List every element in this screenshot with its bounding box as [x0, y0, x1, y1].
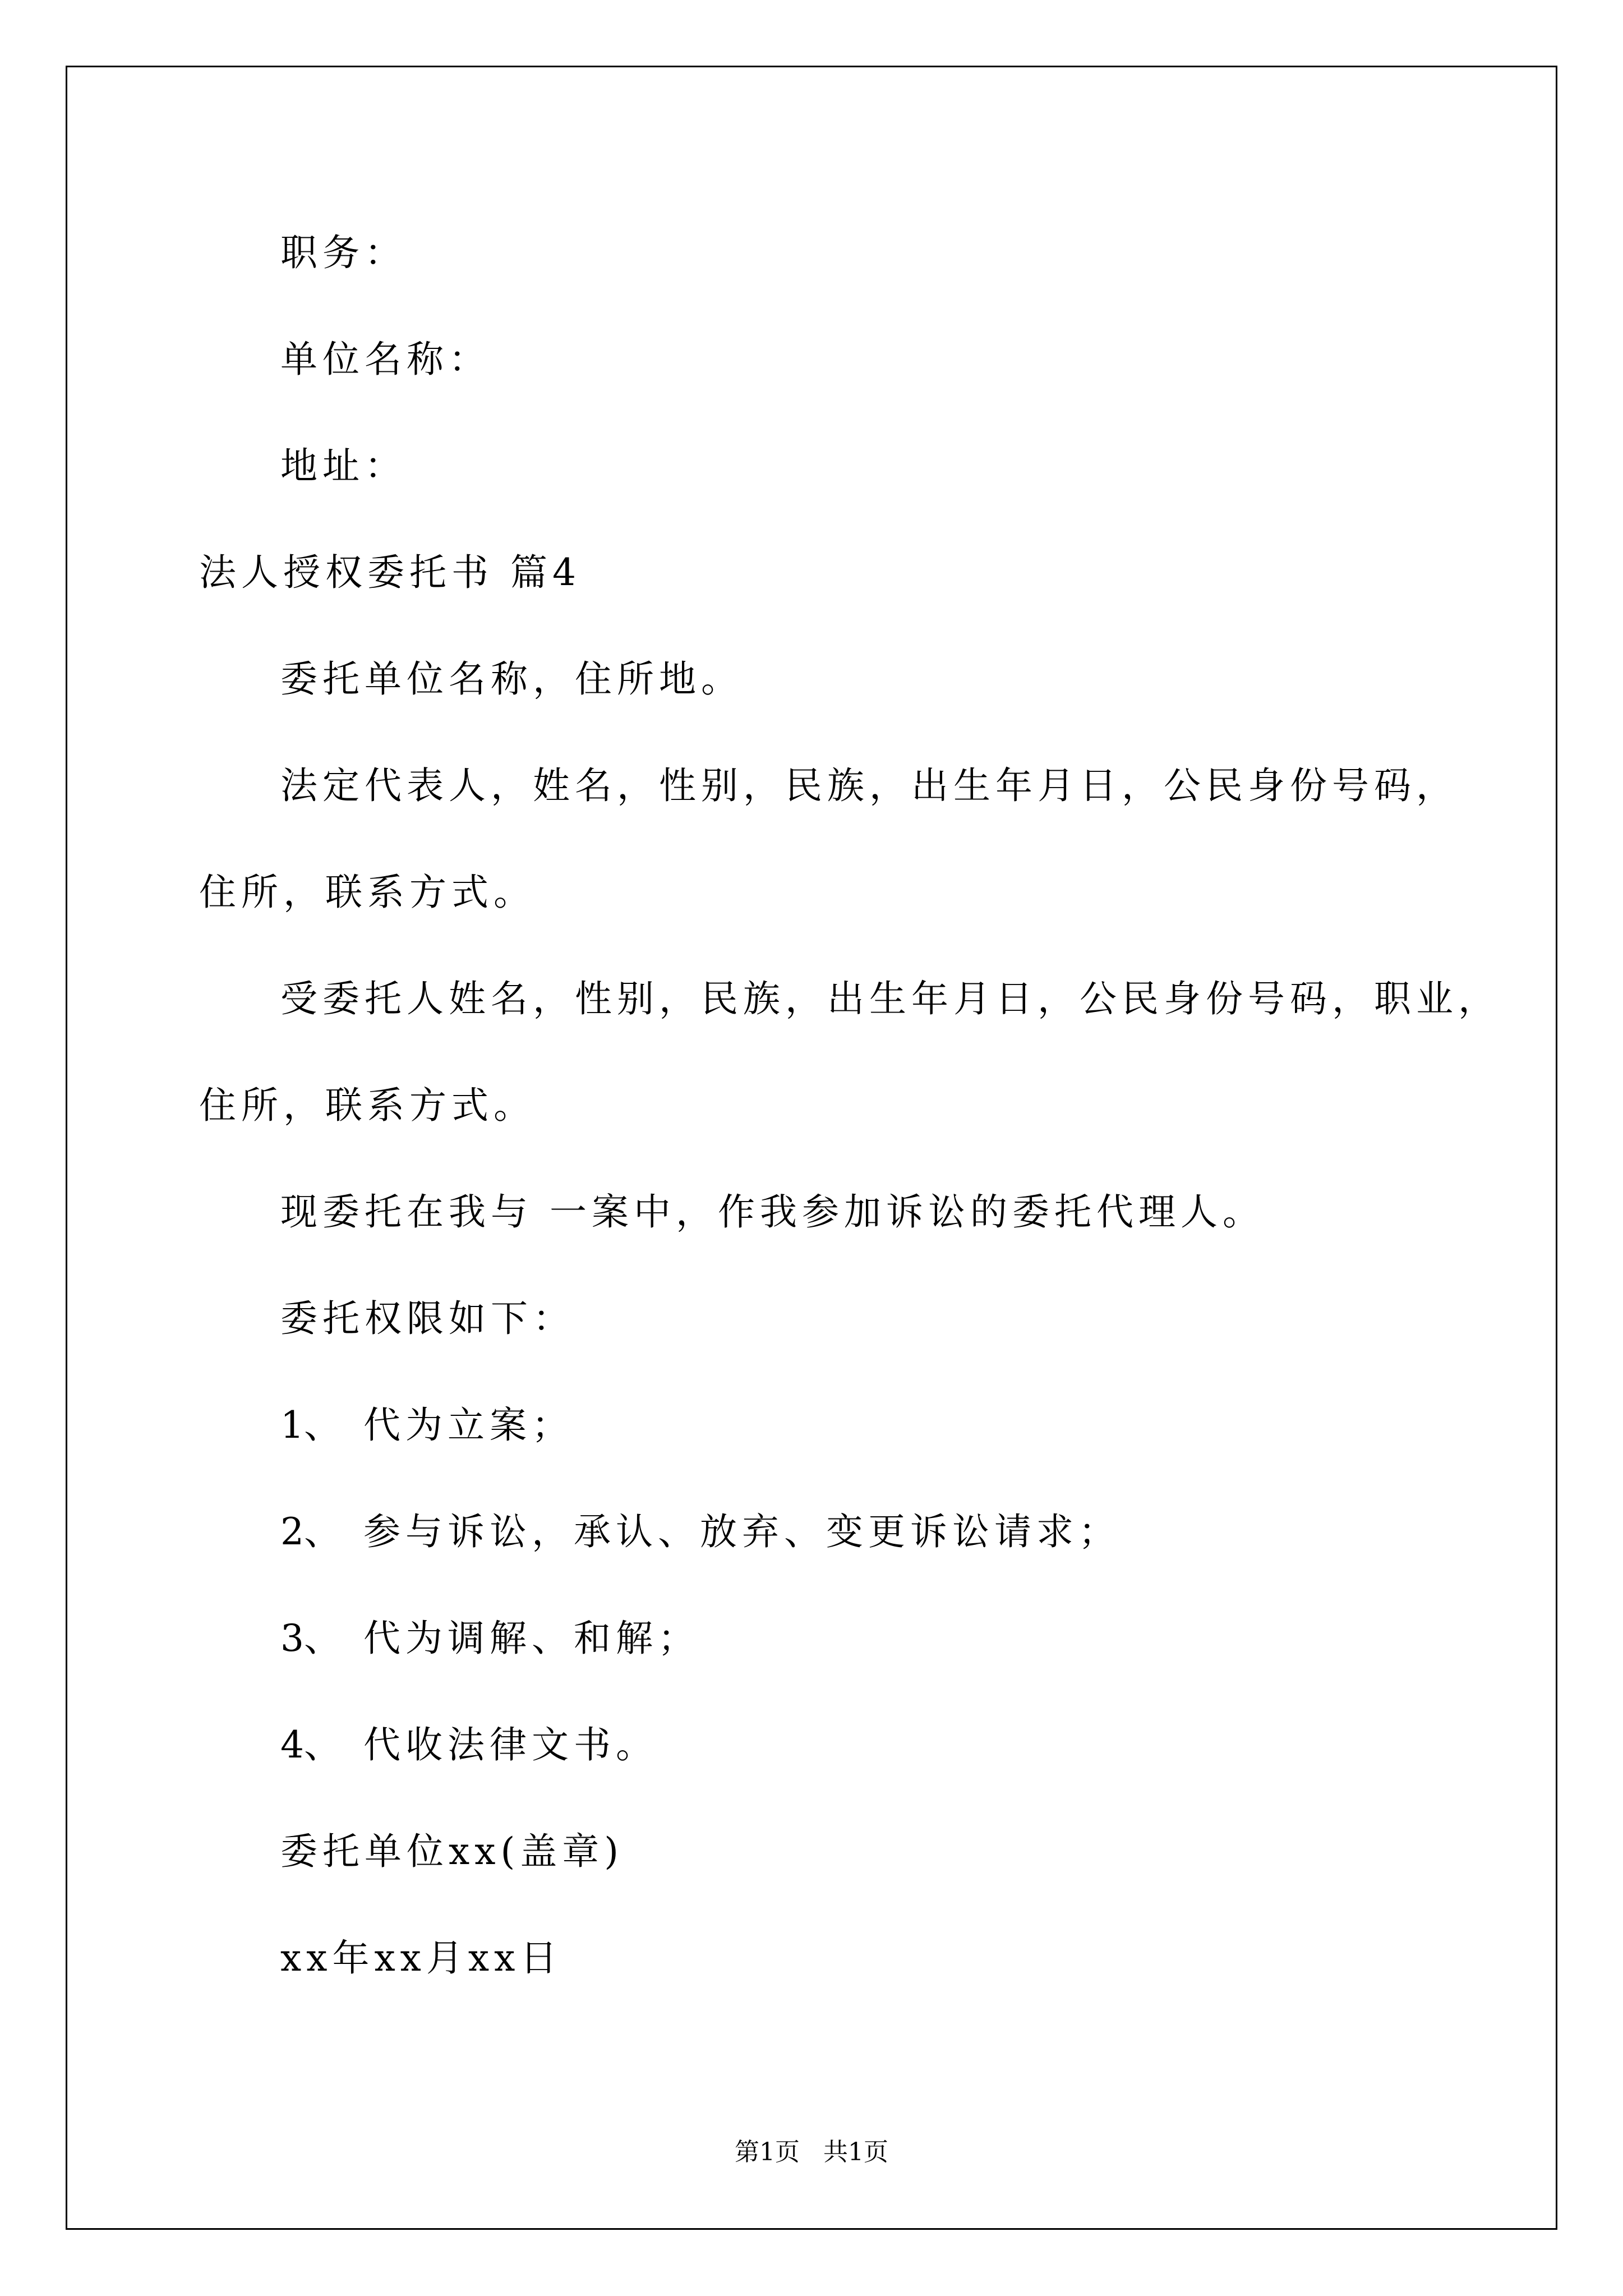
list-item-number: 2、 — [280, 1510, 341, 1553]
paragraph-entrusting-unit: 委托单位名称，住所地。 — [280, 657, 743, 701]
list-item-text: 代为立案； — [363, 1404, 574, 1447]
list-item-number: 1、 — [280, 1404, 341, 1447]
field-address: 地址： — [280, 444, 407, 487]
paragraph-legal-rep-cont: 住所，联系方式。 — [199, 871, 536, 914]
paragraph-authority-heading: 委托权限如下： — [280, 1297, 575, 1340]
list-item-text: 参与诉讼，承认、放弃、变更诉讼请求； — [363, 1510, 1121, 1553]
field-position: 职务： — [280, 231, 407, 274]
paragraph-agent: 受委托人姓名，性别，民族，出生年月日，公民身份号码，职业， — [280, 977, 1500, 1020]
list-item-number: 4、 — [280, 1723, 341, 1766]
paragraph-agent-cont: 住所，联系方式。 — [199, 1084, 536, 1127]
paragraph-commission: 现委托在我与 一案中，作我参加诉讼的委托代理人。 — [280, 1190, 1265, 1234]
list-item-text: 代收法律文书。 — [363, 1723, 658, 1766]
field-unit-name: 单位名称： — [280, 338, 491, 381]
date-line: xx年xx月xx日 — [280, 1936, 562, 1980]
page-number-footer: 第1页 共1页 — [735, 2138, 888, 2166]
signature-line: 委托单位xx(盖章) — [280, 1830, 624, 1873]
page-frame — [66, 66, 1557, 2230]
paragraph-legal-rep: 法定代表人，姓名，性别，民族，出生年月日，公民身份号码， — [280, 764, 1458, 807]
list-item-text: 代为调解、和解； — [363, 1617, 700, 1660]
section-heading: 法人授权委托书 篇4 — [199, 551, 581, 594]
list-item-number: 3、 — [280, 1617, 341, 1660]
